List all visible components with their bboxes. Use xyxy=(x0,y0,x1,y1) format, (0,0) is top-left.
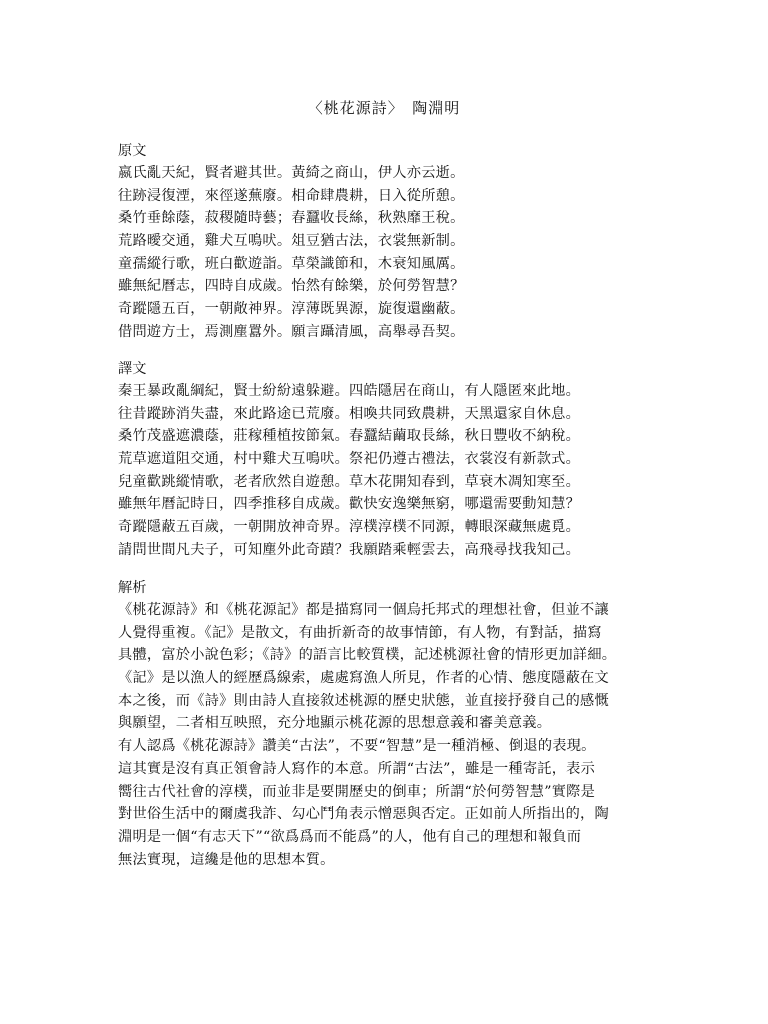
analysis-line: 與願望，二者相互映照，充分地顯示桃花源的思想意義和審美意義。 xyxy=(118,715,552,732)
analysis-section xyxy=(118,577,658,871)
analysis-line: 對世俗生活中的爾虞我詐、勾心鬥角表示憎惡與否定。正如前人所指出的，陶 xyxy=(118,806,609,823)
original-line: 借問遊方士，焉測塵囂外。願言躡清風，高舉尋吾契。 xyxy=(118,323,465,340)
translation-line: 請問世間凡夫子，可知塵外此奇蹟？我願踏乘輕雲去，高飛尋找我知己。 xyxy=(118,541,581,558)
translation-section xyxy=(118,358,658,562)
translation-line: 荒草遮道阻交通，村中雞犬互鳴吠。祭祀仍遵古禮法，衣裳沒有新款式。 xyxy=(118,451,581,468)
analysis-line: 這其實是沒有真正領會詩人寫作的本意。所謂“古法”，雖是一種寄託，表示 xyxy=(118,760,596,777)
analysis-line: 淵明是一個“有志天下”“欲爲爲而不能爲”的人，他有自己的理想和報負而 xyxy=(118,828,582,845)
translation-line: 往昔蹤跡消失盡，來此路途已荒廢。相喚共同致農耕，天黑還家自休息。 xyxy=(118,405,581,422)
original-text-body xyxy=(118,162,658,344)
translation-line: 奇蹤隱蔽五百歲，一朝開放神奇界。淳樸淳樸不同源，轉眼深藏無處覓。 xyxy=(118,519,581,536)
translation-heading: 譯文 xyxy=(118,361,147,377)
translation-line: 秦王暴政亂綱紀，賢士紛紛遠躲避。四皓隱居在商山，有人隱匿來此地。 xyxy=(118,383,581,399)
analysis-line: 無法實現，這纔是他的思想本質。 xyxy=(118,851,335,868)
translation-line: 兒童歡跳縱情歌，老者欣然自遊憩。草木花開知春到，草衰木凋知寒至。 xyxy=(118,473,581,490)
original-text-section xyxy=(118,140,658,344)
original-text-heading: 原文 xyxy=(118,143,147,159)
analysis-line: 有人認爲《桃花源詩》讚美“古法”，不要“智慧”是一種消極、倒退的表現。 xyxy=(118,738,596,755)
analysis-line: 嚮往古代社會的淳樸，而並非是要開歷史的倒車；所謂“於何勞智慧”實際是 xyxy=(118,783,596,800)
poem-title: 〈桃花源詩〉 陶淵明 xyxy=(307,99,461,117)
analysis-heading: 解析 xyxy=(118,580,147,596)
analysis-line: 人覺得重複。《記》是散文，有曲折新奇的故事情節，有人物，有對話，描寫 xyxy=(118,624,602,641)
analysis-body xyxy=(118,599,658,871)
original-line: 嬴氏亂天紀，賢者避其世。黃綺之商山，伊人亦云逝。 xyxy=(118,165,465,181)
original-line: 雖無紀曆志，四時自成歲。怡然有餘樂，於何勞智慧？ xyxy=(118,278,465,295)
original-line: 奇蹤隱五百，一朝敞神界。淳薄既異源，旋復還幽蔽。 xyxy=(118,301,465,318)
translation-line: 桑竹茂盛遮濃蔭，莊稼種植按節氣。春蠶結繭取長絲，秋日豐收不納稅。 xyxy=(118,428,581,445)
original-line: 桑竹垂餘蔭，菽稷隨時藝；春蠶收長絲，秋熟靡王稅。 xyxy=(118,210,465,227)
analysis-line: 具體，富於小說色彩；《詩》的語言比較質樸，記述桃源社會的情形更加詳細。 xyxy=(118,647,617,664)
analysis-line: 《桃花源詩》和《桃花源記》都是描寫同一個烏托邦式的理想社會，但並不讓 xyxy=(118,602,609,618)
analysis-line: 《記》是以漁人的經歷爲線索，處處寫漁人所見，作者的心情、態度隱蔽在文 xyxy=(118,670,609,687)
original-line: 往跡浸復湮，來徑遂蕪廢。相命肆農耕，日入從所憩。 xyxy=(118,187,465,204)
original-line: 童孺縱行歌，班白歡遊詣。草榮識節和，木衰知風厲。 xyxy=(118,255,465,272)
analysis-line: 本之後，而《詩》則由詩人直接敘述桃源的歷史狀態，並直接抒發自己的感慨 xyxy=(118,692,609,709)
translation-line: 雖無年曆記時日，四季推移自成歲。歡快安逸樂無窮，哪還需要動知慧？ xyxy=(118,496,581,513)
translation-body xyxy=(118,380,658,562)
original-line: 荒路曖交通，雞犬互鳴吠。俎豆猶古法，衣裳無新制。 xyxy=(118,233,465,250)
